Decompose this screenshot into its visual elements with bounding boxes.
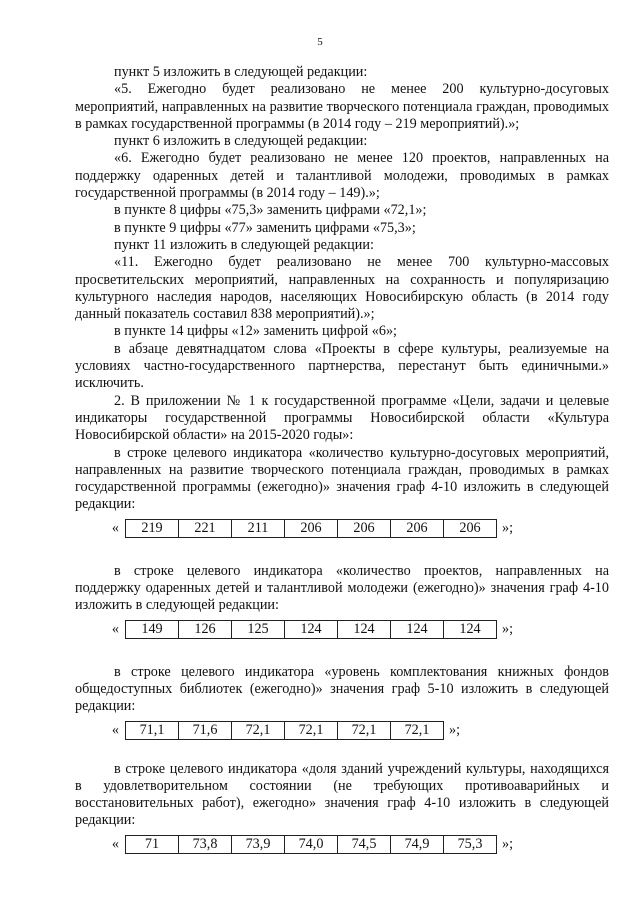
value-cell: 221 [179, 520, 232, 538]
paragraph: в строке целевого индикатора «количество культурно-досуговых мероприятий, направленных на развитие творческого потенциала граждан, проводимых в рамках государственной программы (ежегодно)» значения граф 4-10 изложить в следующей редакции: [75, 444, 609, 513]
document-body [75, 64, 609, 855]
values-table [125, 721, 444, 740]
value-cell: 126 [179, 620, 232, 638]
value-cell: 211 [232, 520, 285, 538]
values-table [125, 620, 497, 639]
close-quote: »; [502, 620, 514, 637]
paragraph: в пункте 9 цифры «77» заменить цифрами «75,3»; [114, 219, 416, 236]
paragraph: «11. Ежегодно будет реализовано не менее 700 культурно-массовых просветительских мероприятий, направленных на сохранность и популяризацию культурного наследия народов, населяющих Новосибирскую область (в 2014 году данный показатель составил 838 мероприятий).»; [75, 254, 609, 323]
values-row [75, 721, 609, 741]
spacer [75, 741, 609, 761]
page-number: 5 [317, 36, 323, 48]
spacer [75, 640, 609, 664]
value-cell: 124 [338, 620, 391, 638]
value-cell: 149 [126, 620, 179, 638]
open-quote: « [111, 620, 119, 637]
values-table [125, 519, 497, 538]
value-cell: 72,1 [391, 721, 444, 739]
value-cell: 74,9 [391, 836, 444, 854]
value-cell: 125 [232, 620, 285, 638]
value-cell: 124 [285, 620, 338, 638]
paragraph: пункт 5 изложить в следующей редакции: [114, 64, 368, 80]
paragraph: «6. Ежегодно будет реализовано не менее 120 проектов, направленных на поддержку одаренных детей и талантливой молодежи, проводимых в рамках государственной программы (в 2014 году – 149).»; [75, 150, 609, 202]
values-row [75, 519, 609, 539]
close-quote: »; [502, 520, 514, 537]
value-cell: 71,1 [126, 721, 179, 739]
paragraph: в пункте 8 цифры «75,3» заменить цифрами «72,1»; [114, 202, 427, 219]
paragraph: в строке целевого индикатора «доля зданий учреждений культуры, находящихся в удовлетворительном состоянии (не требующих противоаварийных и восстановительных работ), ежегодно» значения граф 4-10 изложить в следующей редакции: [75, 760, 609, 829]
paragraph: в пункте 14 цифры «12» заменить цифрой «6»; [114, 323, 397, 340]
value-cell: 124 [391, 620, 444, 638]
value-cell: 71,6 [179, 721, 232, 739]
paragraph: в абзаце девятнадцатом слова «Проекты в сфере культуры, реализуемые на условиях частно-государственного партнерства, перестанут быть единичными.» исключить. [75, 340, 609, 392]
value-cell: 219 [126, 520, 179, 538]
value-cell: 72,1 [232, 721, 285, 739]
values-table [125, 835, 497, 854]
paragraph: пункт 6 изложить в следующей редакции: [114, 133, 368, 150]
open-quote: « [111, 520, 119, 537]
value-cell: 73,9 [232, 836, 285, 854]
paragraph: «5. Ежегодно будет реализовано не менее 200 культурно-досуговых мероприятий, направленных на развитие творческого потенциала граждан, проводимых в рамках государственной программы (в 2014 году – 219 мероприятий).»; [75, 81, 609, 132]
value-cell: 206 [444, 520, 497, 538]
values-row [75, 835, 609, 855]
values-row [75, 620, 609, 640]
paragraph: пункт 11 изложить в следующей редакции: [114, 236, 374, 253]
open-quote: « [111, 721, 119, 738]
value-cell: 74,0 [285, 836, 338, 854]
value-cell: 124 [444, 620, 497, 638]
paragraph: 2. В приложении № 1 к государственной программе «Цели, задачи и целевые индикаторы государственной программы Новосибирской области «Культура Новосибирской области» на 2015-2020 годы»: [75, 392, 609, 444]
close-quote: »; [502, 836, 514, 853]
value-cell: 206 [391, 520, 444, 538]
close-quote: »; [449, 721, 461, 738]
open-quote: « [111, 836, 119, 853]
paragraph: в строке целевого индикатора «количество проектов, направленных на поддержку одаренных детей и талантливой молодежи (ежегодно)» значения граф 4-10 изложить в следующей редакции: [75, 562, 609, 614]
value-cell: 72,1 [285, 721, 338, 739]
value-cell: 74,5 [338, 836, 391, 854]
value-cell: 72,1 [338, 721, 391, 739]
value-cell: 71 [126, 836, 179, 854]
value-cell: 206 [338, 520, 391, 538]
spacer [75, 539, 609, 563]
value-cell: 206 [285, 520, 338, 538]
paragraph: в строке целевого индикатора «уровень комплектования книжных фондов общедоступных библиотек (ежегодно)» значения граф 5-10 изложить в следующей редакции: [75, 663, 609, 715]
value-cell: 75,3 [444, 836, 497, 854]
value-cell: 73,8 [179, 836, 232, 854]
